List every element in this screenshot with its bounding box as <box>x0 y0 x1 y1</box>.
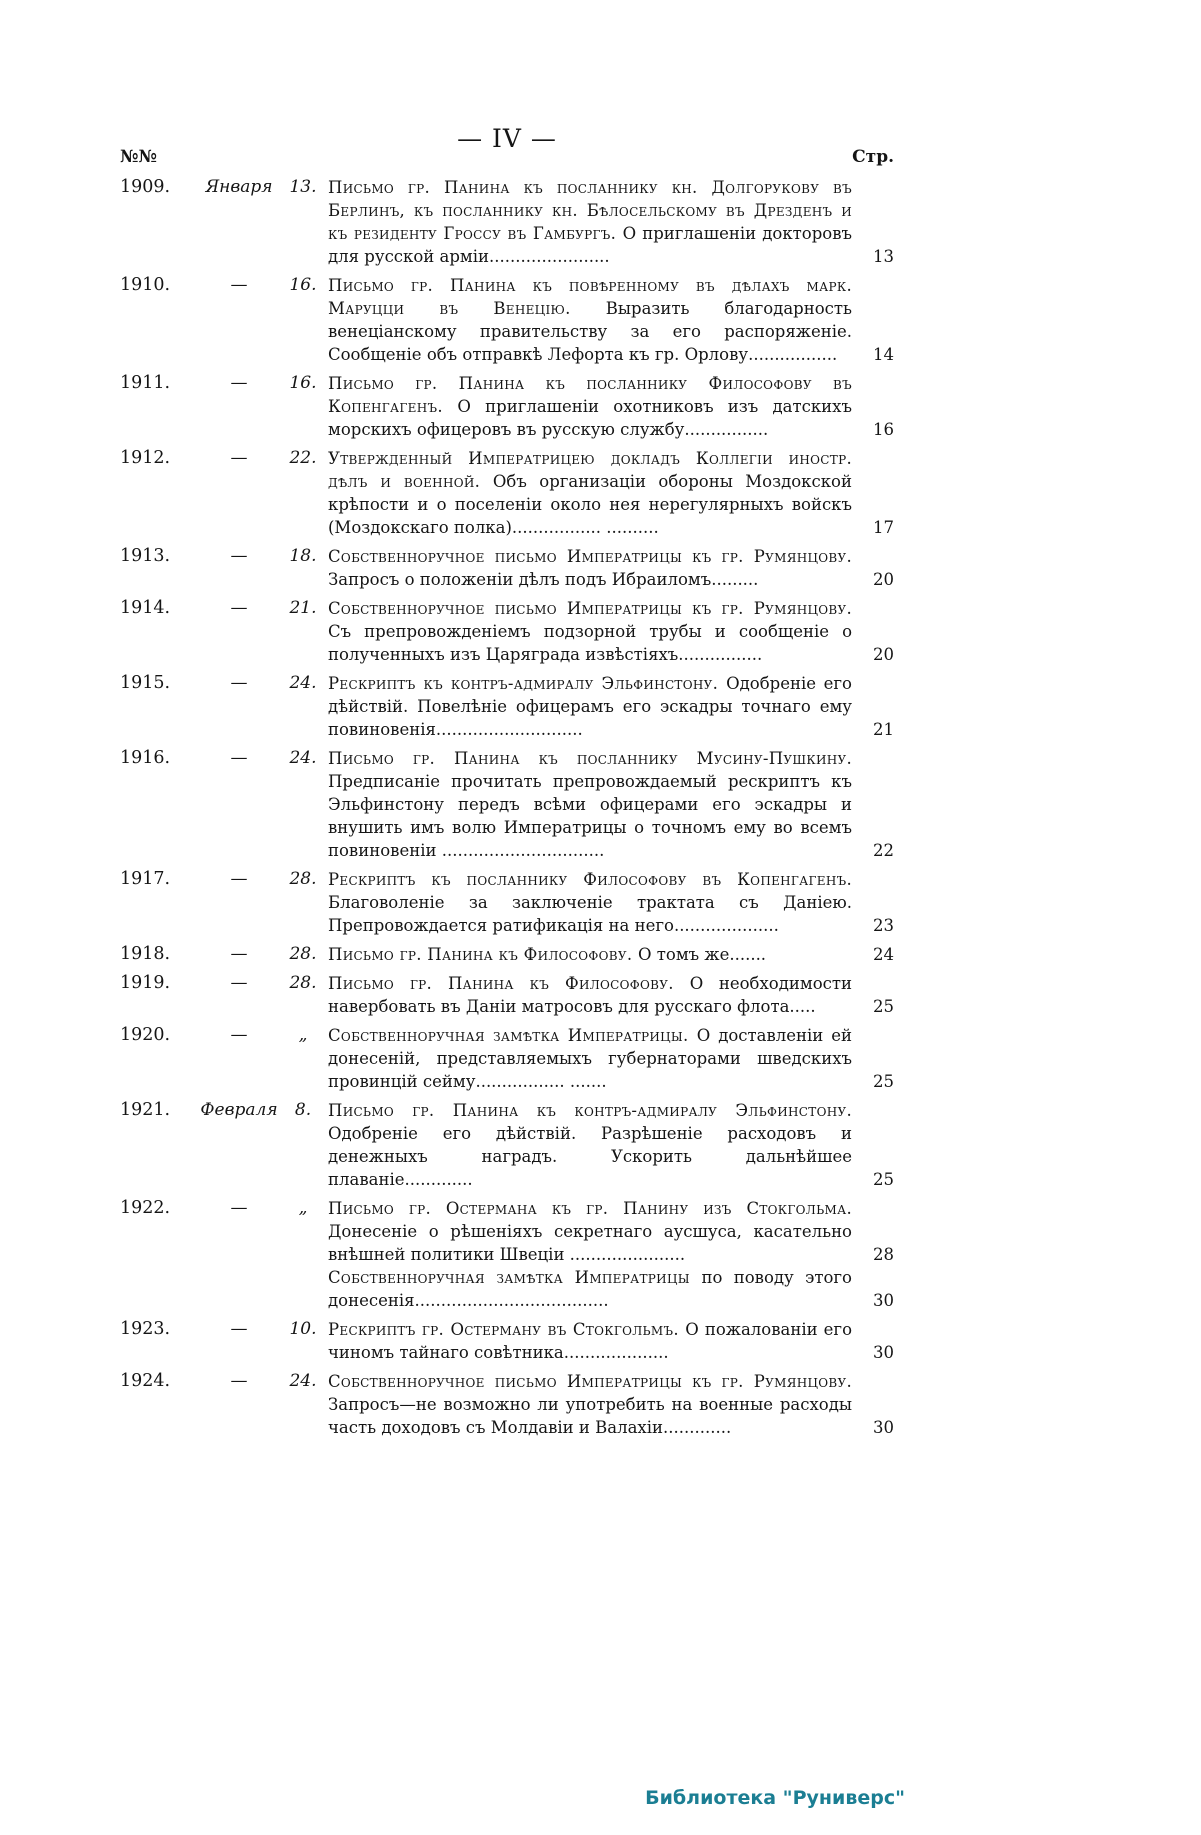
toc-entry-row <box>120 597 894 666</box>
entry-day: 16. <box>289 373 317 393</box>
entry-number: 1913. <box>120 546 171 566</box>
entry-number: 1910. <box>120 275 171 295</box>
toc-entry-row <box>120 943 894 966</box>
entry-page-number: 20 <box>873 645 894 664</box>
entry-day: 16. <box>289 275 317 295</box>
entry-text: Письмо гр. Панина къ посланнику Философову въ Копенгагенъ. О приглашеніи охотниковъ изъ датскихъ морскихъ офицеровъ въ русскую службу................ <box>328 374 852 439</box>
entry-text: Собственноручное письмо Императрицы къ гр. Румянцову. Съ препровожденіемъ подзорной трубы и сообщеніе о полученныхъ изъ Царяграда извѣстіяхъ................ <box>328 599 852 664</box>
page-number-heading: — IV — <box>457 124 557 153</box>
entry-day: 28. <box>289 944 317 964</box>
entry-page-number: 25 <box>873 1170 894 1189</box>
entry-day: 10. <box>289 1319 317 1339</box>
entry-page-number: 17 <box>873 518 894 537</box>
entry-number: 1920. <box>120 1025 171 1045</box>
entry-page-number: 22 <box>873 841 894 860</box>
toc-entry-row <box>120 176 894 268</box>
entry-lead: Письмо гр. Панина къ посланнику Философову въ Копенгагенъ. <box>328 374 852 416</box>
toc-entry-row <box>120 1370 894 1439</box>
entry-lead: Письмо гр. Панина къ Философову. <box>328 945 638 964</box>
entry-number: 1912. <box>120 448 171 468</box>
entry-number: 1909. <box>120 177 171 197</box>
entry-number: 1921. <box>120 1100 171 1120</box>
entry-page-number: 24 <box>873 945 894 964</box>
entry-month: — <box>230 673 248 693</box>
entry-day: 18. <box>289 546 317 566</box>
entry-lead: Утвержденный Императрицею докладъ Коллегіи иностр. дѣлъ и военной. <box>328 449 852 491</box>
entry-number: 1924. <box>120 1371 171 1391</box>
entry-lead: Рескриптъ къ посланнику Философову въ Копенгагенъ. <box>328 870 852 889</box>
entry-lead: Письмо гр. Панина къ Философову. <box>328 974 690 993</box>
entry-month: — <box>230 275 248 295</box>
entry-day: 28. <box>289 869 317 889</box>
entry-day: 28. <box>289 973 317 993</box>
entry-lead: Письмо гр. Панина къ контръ-адмиралу Эльфинстону. <box>328 1101 852 1120</box>
entry-lead: Письмо гр. Панина къ посланнику Мусину-Пушкину. <box>328 749 852 768</box>
entry-month: — <box>230 546 248 566</box>
entry-month: — <box>230 598 248 618</box>
entry-month: — <box>230 1198 248 1218</box>
entry-text: Рескриптъ къ контръ-адмиралу Эльфинстону. Одобреніе его дѣйствій. Повелѣніе офицерамъ его эскадры точнаго ему повиновенія............................ <box>328 674 852 739</box>
entry-lead: Рескриптъ къ контръ-адмиралу Эльфинстону. <box>328 674 727 693</box>
entry-lead: Письмо гр. Остермана къ гр. Панину изъ Стокгольма. <box>328 1199 852 1218</box>
entry-lead: Собственноручная замѣтка Императрицы. <box>328 1026 697 1045</box>
entry-day: 22. <box>289 448 317 468</box>
entry-text: Письмо гр. Панина къ посланнику кн. Долгорукову въ Берлинъ, къ посланнику кн. Бѣлосельскому въ Дрезденъ и къ резиденту Гроссу въ Гамбургъ. О приглашеніи докторовъ для русской арміи....................... <box>328 178 852 266</box>
page-column-label: Стр. <box>852 147 894 167</box>
entry-text: Рескриптъ гр. Остерману въ Стокгольмъ. О пожалованіи его чиномъ тайнаго совѣтника.................... <box>328 1320 853 1362</box>
entry-day: 24. <box>289 1371 317 1391</box>
entry-day: „ <box>298 1025 308 1045</box>
entry-text: Письмо гр. Панина къ Философову. О томъ же....... <box>328 945 767 964</box>
entry-page-number: 30 <box>873 1343 894 1362</box>
entry-page-number: 21 <box>873 720 894 739</box>
toc-entry-row <box>120 1266 894 1312</box>
entry-text: Собственноручное письмо Императрицы къ гр. Румянцову. Запросъ о положеніи дѣлъ подъ Ибраиломъ......... <box>328 547 852 589</box>
entry-day: 13. <box>289 177 317 197</box>
entry-lead: Собственноручная замѣтка Императрицы <box>328 1268 702 1287</box>
toc-entry-row <box>120 868 894 937</box>
entry-number: 1911. <box>120 373 171 393</box>
entry-month: — <box>230 448 248 468</box>
entry-page-number: 25 <box>873 997 894 1016</box>
toc-entry-row <box>120 372 894 441</box>
entry-day: 24. <box>289 673 317 693</box>
entry-page-number: 25 <box>873 1072 894 1091</box>
entry-page-number: 23 <box>873 916 894 935</box>
entry-page-number: 14 <box>873 345 894 364</box>
entry-month: — <box>230 1371 248 1391</box>
entry-month: — <box>230 373 248 393</box>
entry-lead: Письмо гр. Панина къ повѣренному въ дѣлахъ марк. Маруцци въ Венецію. <box>328 276 852 318</box>
entry-lead: Собственноручное письмо Императрицы къ гр. Румянцову. <box>328 547 852 566</box>
entry-number: 1914. <box>120 598 171 618</box>
toc-entries <box>120 176 894 1439</box>
entry-month: — <box>230 748 248 768</box>
entry-page-number: 13 <box>873 247 894 266</box>
numbers-column-label: №№ <box>120 147 157 167</box>
entry-page-number: 28 <box>873 1245 894 1264</box>
entry-month: — <box>230 1319 248 1339</box>
entry-text: Письмо гр. Остермана къ гр. Панину изъ Стокгольма. Донесеніе о рѣшеніяхъ секретнаго аусшуса, касательно внѣшней политики Швеціи ...................... <box>328 1199 852 1264</box>
toc-entry-row <box>120 1024 894 1093</box>
toc-entry-row <box>120 1099 894 1191</box>
toc-entry-row <box>120 447 894 539</box>
toc-entry-row <box>120 274 894 366</box>
entry-text: Собственноручная замѣтка Императрицы. О доставленіи ей донесеній, представляемыхъ губернаторами шведскихъ провинцій сейму................. ....... <box>328 1026 852 1091</box>
entry-lead: Рескриптъ гр. Остерману въ Стокгольмъ. <box>328 1320 686 1339</box>
entry-text: Собственноручное письмо Императрицы къ гр. Румянцову. Запросъ—не возможно ли употребить на военные расходы часть доходовъ съ Молдавіи и Валахіи............. <box>328 1372 852 1437</box>
entry-number: 1917. <box>120 869 171 889</box>
entry-month: Февраля <box>200 1100 278 1120</box>
entry-text: Письмо гр. Панина къ посланнику Мусину-Пушкину. Предписаніе прочитать препровождаемый рескриптъ къ Эльфинстону передъ всѣми офицерами его эскадры и внушить имъ волю Императрицы о точномъ ему во всемъ повиновеніи ............................... <box>328 749 852 860</box>
entry-number: 1916. <box>120 748 171 768</box>
entry-page-number: 30 <box>873 1291 894 1310</box>
entry-month: — <box>230 1025 248 1045</box>
toc-content <box>120 126 894 1445</box>
entry-day: „ <box>298 1198 308 1218</box>
toc-entry-row <box>120 672 894 741</box>
entry-month: Января <box>205 177 273 197</box>
entry-month: — <box>230 973 248 993</box>
entry-day: 8. <box>294 1100 312 1120</box>
entry-text: Письмо гр. Панина къ Философову. О необходимости навербовать въ Даніи матросовъ для русскаго флота..... <box>328 974 852 1016</box>
entry-lead: Собственноручное письмо Императрицы къ гр. Румянцову. <box>328 1372 852 1391</box>
entry-lead: Письмо гр. Панина къ посланнику кн. Долгорукову въ Берлинъ, къ посланнику кн. Бѣлосельскому въ Дрезденъ и къ резиденту Гроссу въ Гамбургъ. <box>328 178 852 243</box>
entry-month: — <box>230 944 248 964</box>
entry-number: 1923. <box>120 1319 171 1339</box>
entry-text: Письмо гр. Панина къ повѣренному въ дѣлахъ марк. Маруцци въ Венецію. Выразить благодарность венеціанскому правительству за его распоряженіе. Сообщеніе объ отправкѣ Лефорта къ гр. Орлову................. <box>328 276 853 364</box>
toc-entry-row <box>120 1318 894 1364</box>
entry-number: 1919. <box>120 973 171 993</box>
entry-text: Утвержденный Императрицею докладъ Коллегіи иностр. дѣлъ и военной. Объ организаціи обороны Моздокской крѣпости и о поселеніи около нея нерегулярныхъ войскъ (Моздокскаго полка)................. .......... <box>328 449 852 537</box>
entry-page-number: 16 <box>873 420 894 439</box>
entry-page-number: 20 <box>873 570 894 589</box>
entry-lead: Собственноручное письмо Императрицы къ гр. Румянцову. <box>328 599 852 618</box>
entry-number: 1915. <box>120 673 171 693</box>
toc-entry-row <box>120 545 894 591</box>
entry-number: 1918. <box>120 944 171 964</box>
library-watermark: Библиотека "Руниверс" <box>645 1787 905 1809</box>
toc-entry-row <box>120 1197 894 1266</box>
toc-entry-row <box>120 747 894 862</box>
entry-number: 1922. <box>120 1198 171 1218</box>
entry-text: Письмо гр. Панина къ контръ-адмиралу Эльфинстону. Одобреніе его дѣйствій. Разрѣшеніе расходовъ и денежныхъ наградъ. Ускорить дальнѣйшее плаваніе............. <box>328 1101 852 1189</box>
toc-entry-row <box>120 972 894 1018</box>
entry-day: 21. <box>289 598 317 618</box>
entry-day: 24. <box>289 748 317 768</box>
entry-month: — <box>230 869 248 889</box>
entry-page-number: 30 <box>873 1418 894 1437</box>
entry-text: Собственноручная замѣтка Императрицы по поводу этого донесенія..................................... <box>328 1268 852 1310</box>
entry-text: Рескриптъ къ посланнику Философову въ Копенгагенъ. Благоволеніе за заключеніе трактата съ Даніею. Препровождается ратификація на него.................... <box>328 870 852 935</box>
